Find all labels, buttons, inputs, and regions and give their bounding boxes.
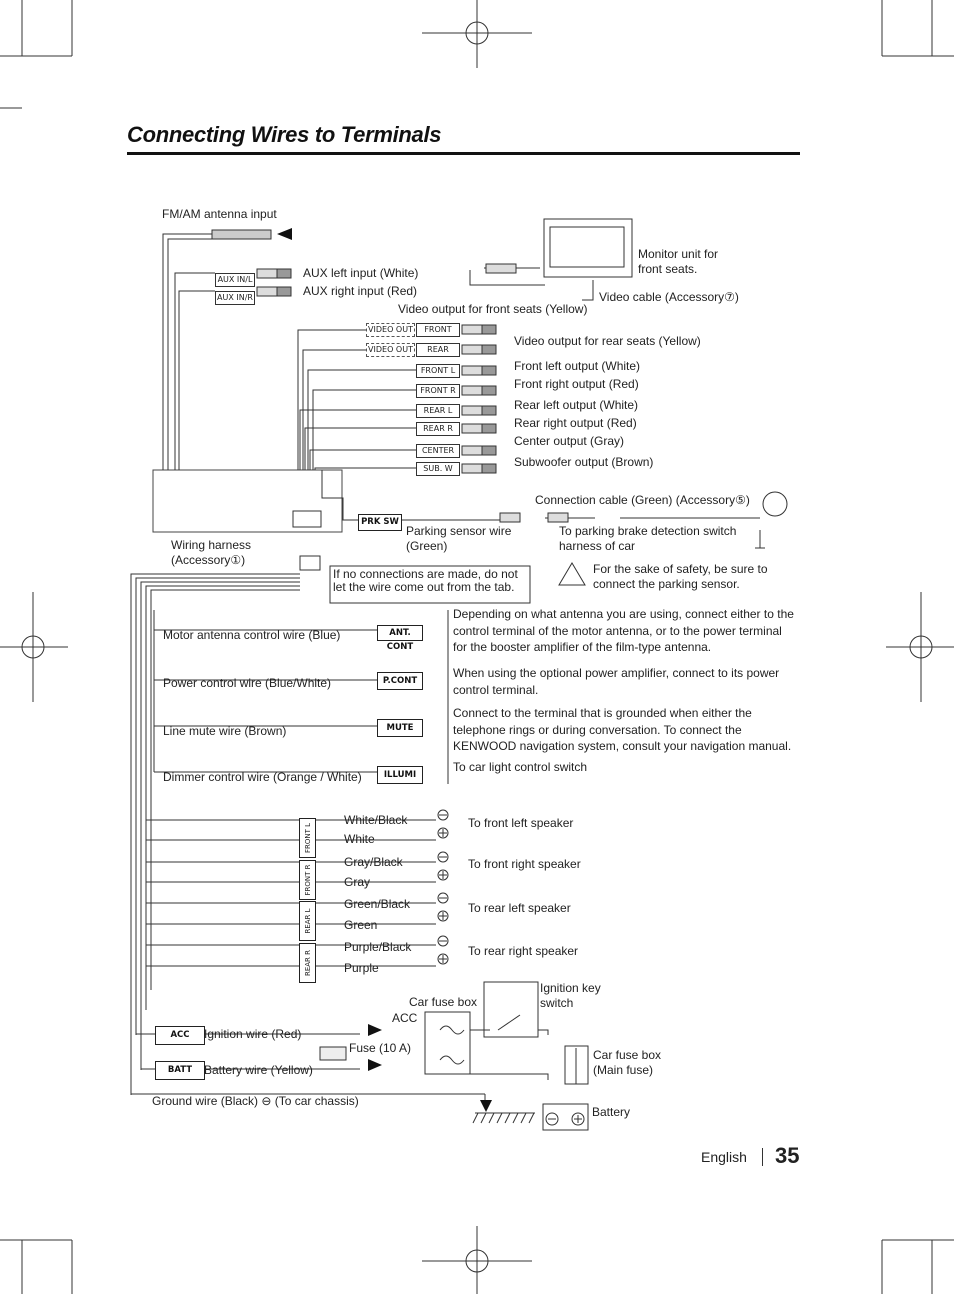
label-video-front: Video output for front seats (Yellow) [398, 302, 588, 316]
desc-line-mute: Connect to the terminal that is grounded when either the telephone rings or during conversation. To connect the KENWOOD navigation system, consult your navigation manual. [453, 706, 792, 753]
label-motor-antenna: Motor antenna control wire (Blue) [163, 628, 341, 642]
tag-sub-w: SUB. W [416, 462, 460, 476]
tag-speaker-rear-l: REAR L [299, 901, 316, 941]
tag-speaker-rear-r: REAR R [299, 943, 316, 983]
label-dimmer: Dimmer control wire (Orange / White) [163, 770, 362, 784]
speaker-rear-r-neg: Purple/Black [344, 940, 412, 954]
tag-speaker-front-l: FRONT L [299, 818, 316, 858]
note-no-connection: If no connections are made, do not let the wire come out from the tab. [333, 567, 518, 594]
label-line-mute: Line mute wire (Brown) [163, 724, 287, 738]
speaker-rear-l-target: To rear left speaker [468, 901, 571, 915]
label-rear-right: Rear right output (Red) [514, 416, 637, 430]
label-monitor: Monitor unit for front seats. [638, 247, 719, 276]
tag-mute: MUTE [377, 719, 423, 737]
speaker-front-r-pos: Gray [344, 875, 371, 889]
label-front-left: Front left output (White) [514, 359, 641, 373]
label-power-control: Power control wire (Blue/White) [163, 676, 332, 690]
note-safety: For the sake of safety, be sure to connect the parking sensor. [593, 562, 768, 591]
tag-rear-r: REAR R [416, 422, 460, 436]
page-number: 35 [775, 1143, 800, 1168]
label-ground-wire: Ground wire (Black) ⊖ (To car chassis) [152, 1094, 359, 1108]
tag-front-l: FRONT L [416, 364, 460, 378]
tag-center: CENTER [416, 444, 460, 458]
tag-acc: ACC [155, 1026, 205, 1045]
label-battery-wire: Battery wire (Yellow) [204, 1063, 313, 1077]
label-ignition-wire: Ignition wire (Red) [204, 1027, 302, 1041]
speaker-front-r-target: To front right speaker [468, 857, 581, 871]
tag-video-out-2: VIDEO OUT [366, 343, 415, 357]
label-main-fuse: Car fuse box (Main fuse) [593, 1048, 662, 1077]
desc-power-control: When using the optional power amplifier, connect to its power control terminal. [453, 666, 780, 697]
speaker-rear-l-pos: Green [344, 918, 378, 932]
label-parking-switch: To parking brake detection switch harness of car [559, 524, 737, 553]
label-car-fuse-box: Car fuse box [409, 995, 478, 1009]
label-acc: ACC [392, 1011, 418, 1025]
label-front-right: Front right output (Red) [514, 377, 639, 391]
tag-prk-sw: PRK SW [358, 514, 402, 531]
label-center: Center output (Gray) [514, 434, 625, 448]
desc-motor-antenna: Depending on what antenna you are using, connect either to the control terminal of the motor antenna, or to the power terminal for the booster amplifier of the film-type antenna. [453, 607, 794, 654]
tag-rear-l: REAR L [416, 404, 460, 418]
label-battery: Battery [592, 1105, 631, 1119]
label-antenna-input: FM/AM antenna input [162, 207, 277, 221]
tag-rear: REAR [416, 343, 460, 357]
footer-language: English [701, 1149, 747, 1165]
tag-aux-l: AUX IN/L [215, 273, 255, 287]
label-parking-wire: Parking sensor wire (Green) [406, 524, 512, 553]
speaker-rear-l-neg: Green/Black [344, 897, 411, 911]
tag-speaker-front-r: FRONT R [299, 860, 316, 900]
page-title: Connecting Wires to Terminals [127, 122, 442, 147]
tag-front: FRONT [416, 323, 460, 337]
tag-ant-cont: ANT. CONT [377, 625, 423, 641]
tag-aux-r: AUX IN/R [215, 291, 255, 305]
label-fuse: Fuse (10 A) [349, 1041, 412, 1055]
label-wiring-harness: Wiring harness (Accessory①) [171, 538, 252, 567]
label-video-rear: Video output for rear seats (Yellow) [514, 334, 701, 348]
label-connection-cable: Connection cable (Green) (Accessory⑤) [535, 493, 750, 507]
footer-separator [762, 1148, 763, 1166]
speaker-front-l-target: To front left speaker [468, 816, 574, 830]
tag-p-cont: P.CONT [377, 672, 423, 690]
tag-batt: BATT [155, 1061, 205, 1080]
speaker-front-l-pos: White [344, 832, 375, 846]
speaker-rear-r-target: To rear right speaker [468, 944, 579, 958]
tag-video-out-1: VIDEO OUT [366, 323, 415, 337]
speaker-rear-r-pos: Purple [344, 961, 379, 975]
speaker-front-l-neg: White/Black [344, 813, 408, 827]
label-subwoofer: Subwoofer output (Brown) [514, 455, 654, 469]
desc-dimmer: To car light control switch [453, 760, 588, 774]
label-ignition-key: Ignition key switch [540, 981, 601, 1010]
label-rear-left: Rear left output (White) [514, 398, 639, 412]
tag-front-r: FRONT R [416, 384, 460, 398]
label-aux-right: AUX right input (Red) [303, 284, 418, 298]
label-aux-left: AUX left input (White) [303, 266, 419, 280]
speaker-front-r-neg: Gray/Black [344, 855, 403, 869]
label-video-cable: Video cable (Accessory⑦) [599, 290, 739, 304]
tag-illumi: ILLUMI [377, 766, 423, 784]
